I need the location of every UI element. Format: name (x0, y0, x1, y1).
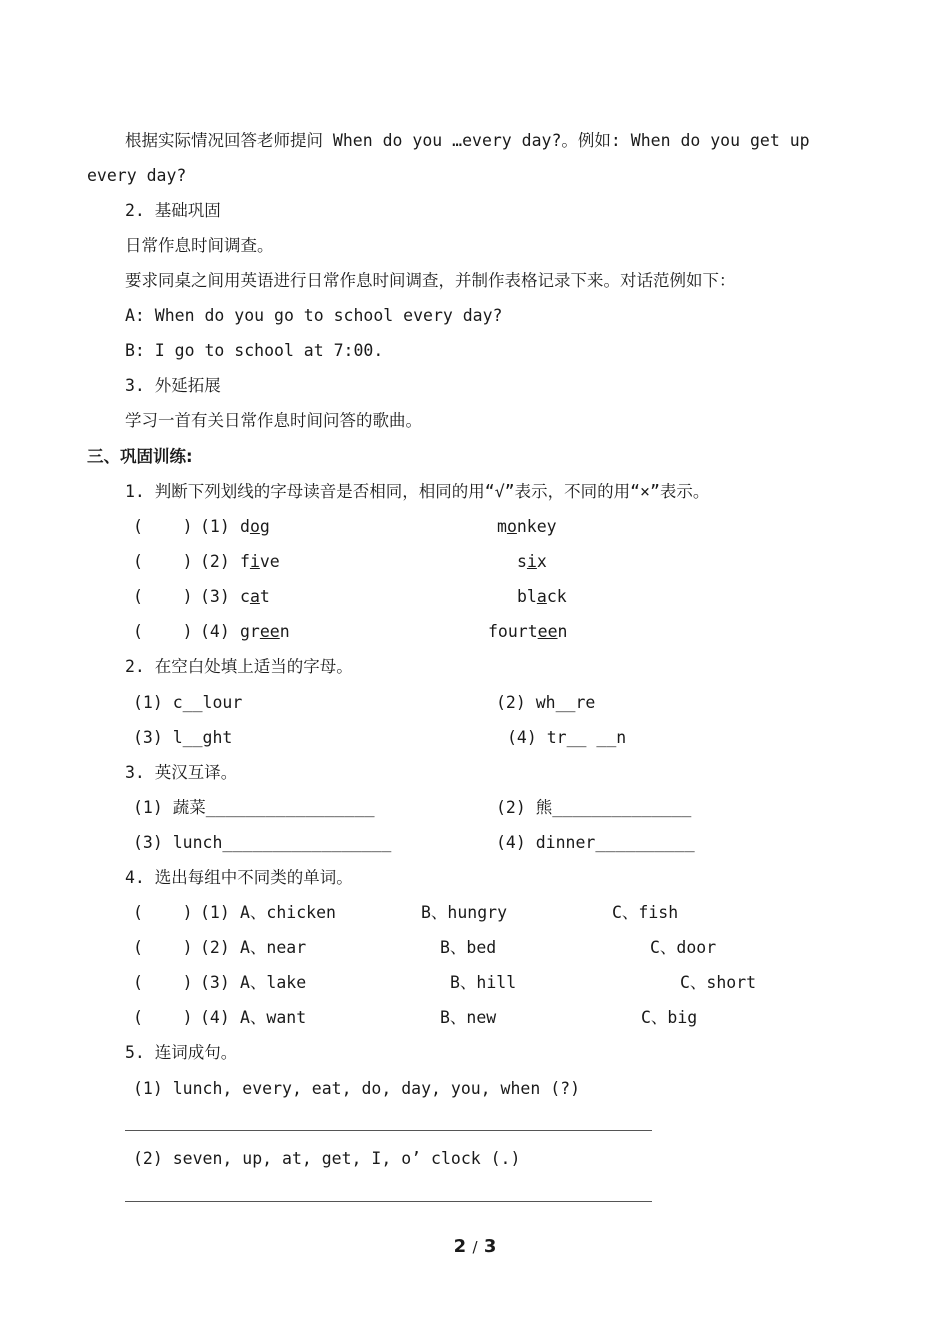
q4-option-c: C、short (680, 973, 757, 992)
q1-word-right: six (517, 552, 547, 571)
q4-row-number: (2) (200, 938, 230, 957)
q1-item-number: (1) (200, 517, 230, 536)
section-3-title: 3. 外延拓展 (125, 376, 221, 395)
q2-item: (3) l__ght (133, 728, 233, 747)
intro-line-2: every day? (87, 166, 187, 185)
q1-word-right: monkey (497, 517, 557, 536)
q2-item: (4) tr__ __n (507, 728, 627, 747)
q5-item: (2) seven, up, at, get, I, o’ clock (.) (133, 1149, 521, 1168)
q4-answer-blank: ( ) (133, 1008, 193, 1027)
q1-word-left: cat (240, 587, 270, 606)
q4-option-c: C、door (650, 938, 717, 957)
q4-row-number: (4) (200, 1008, 230, 1027)
q5-title: 5. 连词成句。 (125, 1043, 238, 1062)
q4-row-number: (1) (200, 903, 230, 922)
q1-answer-blank: ( ) (133, 552, 193, 571)
q1-title: 1. 判断下列划线的字母读音是否相同，相同的用“√”表示，不同的用“×”表示。 (125, 482, 710, 501)
q4-answer-blank: ( ) (133, 973, 193, 992)
q1-answer-blank: ( ) (133, 587, 193, 606)
q1-word-left: green (240, 622, 290, 641)
q1-item-number: (2) (200, 552, 230, 571)
q1-answer-blank: ( ) (133, 622, 193, 641)
q1-item-number: (3) (200, 587, 230, 606)
q4-option-a: A、want (240, 1008, 307, 1027)
q3-item: (2) 熊______________ (496, 798, 692, 817)
q1-word-left: five (240, 552, 280, 571)
q4-option-b: B、new (440, 1008, 497, 1027)
section-2-description: 要求同桌之间用英语进行日常作息时间调查，并制作表格记录下来。对话范例如下： (125, 271, 736, 290)
section-2-title: 2. 基础巩固 (125, 201, 221, 220)
intro-line-1: 根据实际情况回答老师提问 When do you …every day?。例如: When do you get up (125, 131, 810, 150)
answer-line (125, 1130, 652, 1131)
q3-item: (4) dinner__________ (496, 833, 695, 852)
q4-option-a: A、chicken (240, 903, 336, 922)
q4-answer-blank: ( ) (133, 938, 193, 957)
q3-title: 3. 英汉互译。 (125, 763, 238, 782)
q4-option-a: A、lake (240, 973, 307, 992)
dialog-line-b: B: I go to school at 7:00. (125, 341, 384, 360)
q5-item: (1) lunch, every, eat, do, day, you, when (?) (133, 1079, 581, 1098)
q4-option-a: A、near (240, 938, 307, 957)
q2-item: (1) c__lour (133, 693, 243, 712)
q4-answer-blank: ( ) (133, 903, 193, 922)
q3-item: (1) 蔬菜_________________ (133, 798, 375, 817)
section-2-subtitle: 日常作息时间调查。 (125, 236, 274, 255)
q4-option-b: B、bed (440, 938, 497, 957)
practice-heading: 三、巩固训练: (87, 447, 193, 466)
q1-word-right: black (517, 587, 567, 606)
q4-option-b: B、hill (450, 973, 517, 992)
page-number: 2 / 3 (453, 1236, 497, 1257)
q4-option-b: B、hungry (421, 903, 508, 922)
q2-title: 2. 在空白处填上适当的字母。 (125, 657, 353, 676)
q1-word-left: dog (240, 517, 270, 536)
q1-word-right: fourteen (488, 622, 568, 641)
dialog-line-a: A: When do you go to school every day? (125, 306, 503, 325)
q1-answer-blank: ( ) (133, 517, 193, 536)
q4-option-c: C、big (641, 1008, 698, 1027)
q3-item: (3) lunch_________________ (133, 833, 392, 852)
answer-line (125, 1201, 652, 1202)
q4-title: 4. 选出每组中不同类的单词。 (125, 868, 353, 887)
q4-row-number: (3) (200, 973, 230, 992)
q4-option-c: C、fish (612, 903, 679, 922)
q2-item: (2) wh__re (496, 693, 596, 712)
q1-item-number: (4) (200, 622, 230, 641)
section-3-description: 学习一首有关日常作息时间问答的歌曲。 (125, 411, 422, 430)
